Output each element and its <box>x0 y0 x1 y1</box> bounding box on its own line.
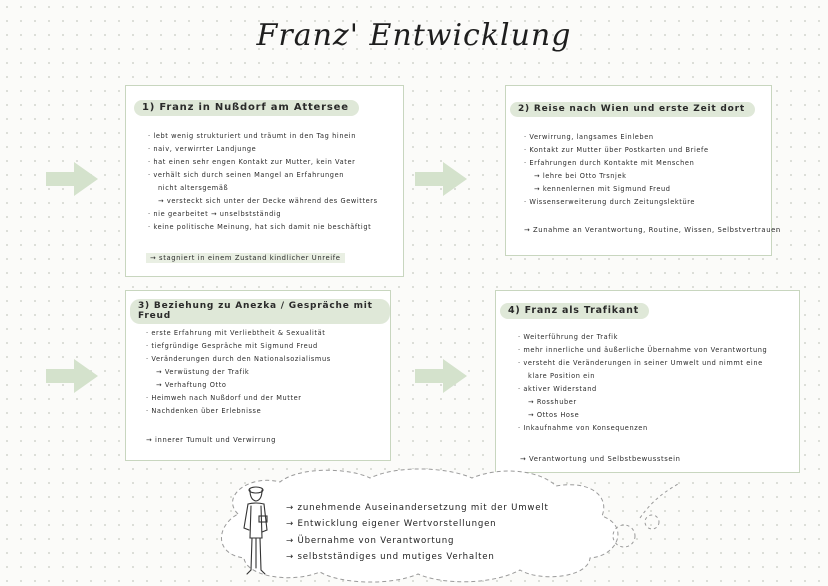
list-item: → Verhaftung Otto <box>156 381 227 389</box>
list-item: · Kontakt zur Mutter über Postkarten und Briefe <box>524 146 709 154</box>
page-title: Franz' Entwicklung <box>256 18 572 53</box>
list-item: · Erfahrungen durch Kontakte mit Menschen <box>524 159 695 167</box>
summary-item: → Entwicklung eigener Wertvorstellungen <box>286 519 497 530</box>
card-trafikant <box>495 290 800 473</box>
summary-item: → selbstständiges und mutiges Verhalten <box>286 552 495 563</box>
list-item: · Verwirrung, langsames Einleben <box>524 133 654 141</box>
summary-item: → Übernahme von Verantwortung <box>286 535 455 546</box>
arrow-icon <box>413 357 469 395</box>
list-item: · verhält sich durch seinen Mangel an Erfahrungen <box>148 171 345 179</box>
list-item: · nie gearbeitet → unselbstständig <box>148 210 282 218</box>
list-item: · Nachdenken über Erlebnisse <box>146 407 262 415</box>
summary-item: → zunehmende Auseinandersetzung mit der Umwelt <box>286 503 549 513</box>
card-heading: 3) Beziehung zu Anezka / Gespräche mit Freud <box>130 299 390 324</box>
arrow-icon <box>413 160 469 198</box>
card-heading: 1) Franz in Nußdorf am Attersee <box>134 100 359 116</box>
card-nussdorf <box>125 85 404 277</box>
card-heading: 4) Franz als Trafikant <box>500 303 649 319</box>
card-conclusion: → stagniert in einem Zustand kindlicher Unreife <box>146 253 345 263</box>
list-item: klare Position ein <box>528 372 596 380</box>
list-item: nicht altersgemäß <box>158 184 229 192</box>
list-item: · lebt wenig strukturiert und träumt in den Tag hinein <box>148 132 356 140</box>
list-item: · Wissenserweiterung durch Zeitungslektüre <box>524 198 696 206</box>
card-list <box>518 331 767 435</box>
franz-figure-icon <box>236 480 276 578</box>
list-item: → Ottos Hose <box>528 411 580 419</box>
list-item: · keine politische Meinung, hat sich damit nie beschäftigt <box>148 223 372 231</box>
card-conclusion: → innerer Tumult und Verwirrung <box>146 436 277 444</box>
card-conclusion: → Zunahme an Verantwortung, Routine, Wissen, Selbstvertrauen <box>524 226 781 234</box>
arrow-icon <box>44 357 100 395</box>
list-item: → versteckt sich unter der Decke während des Gewitters <box>158 197 378 205</box>
list-item: → lehre bei Otto Trsnjek <box>534 172 627 180</box>
list-item: · erste Erfahrung mit Verliebtheit & Sexualität <box>146 329 326 337</box>
list-item: · aktiver Widerstand <box>518 385 597 393</box>
arrow-icon <box>44 160 100 198</box>
card-heading: 2) Reise nach Wien und erste Zeit dort <box>510 102 755 117</box>
list-item: → kennenlernen mit Sigmund Freud <box>534 185 671 193</box>
list-item: · Weiterführung der Trafik <box>518 333 619 341</box>
card-list <box>524 131 709 209</box>
list-item: · hat einen sehr engen Kontakt zur Mutter, kein Vater <box>148 158 356 166</box>
list-item: · versteht die Veränderungen in seiner Umwelt und nimmt eine <box>518 359 763 367</box>
card-wien <box>505 85 781 256</box>
list-item: · mehr innerliche und äußerliche Übernahme von Verantwortung <box>518 346 768 354</box>
list-item: · tiefgründige Gespräche mit Sigmund Freud <box>146 342 318 350</box>
list-item: · naiv, verwirrter Landjunge <box>148 145 257 153</box>
summary-list <box>286 500 549 566</box>
list-item: · Heimweh nach Nußdorf und der Mutter <box>146 394 302 402</box>
card-anezka-freud <box>125 290 391 461</box>
list-item: → Rosshuber <box>528 398 577 406</box>
list-item: · Veränderungen durch den Nationalsozialismus <box>146 355 331 363</box>
card-list <box>146 327 331 418</box>
card-list <box>148 130 378 234</box>
list-item: · Inkaufnahme von Konsequenzen <box>518 424 648 432</box>
card-conclusion: → Verantwortung und Selbstbewusstsein <box>520 455 681 463</box>
list-item: → Verwüstung der Trafik <box>156 368 250 376</box>
